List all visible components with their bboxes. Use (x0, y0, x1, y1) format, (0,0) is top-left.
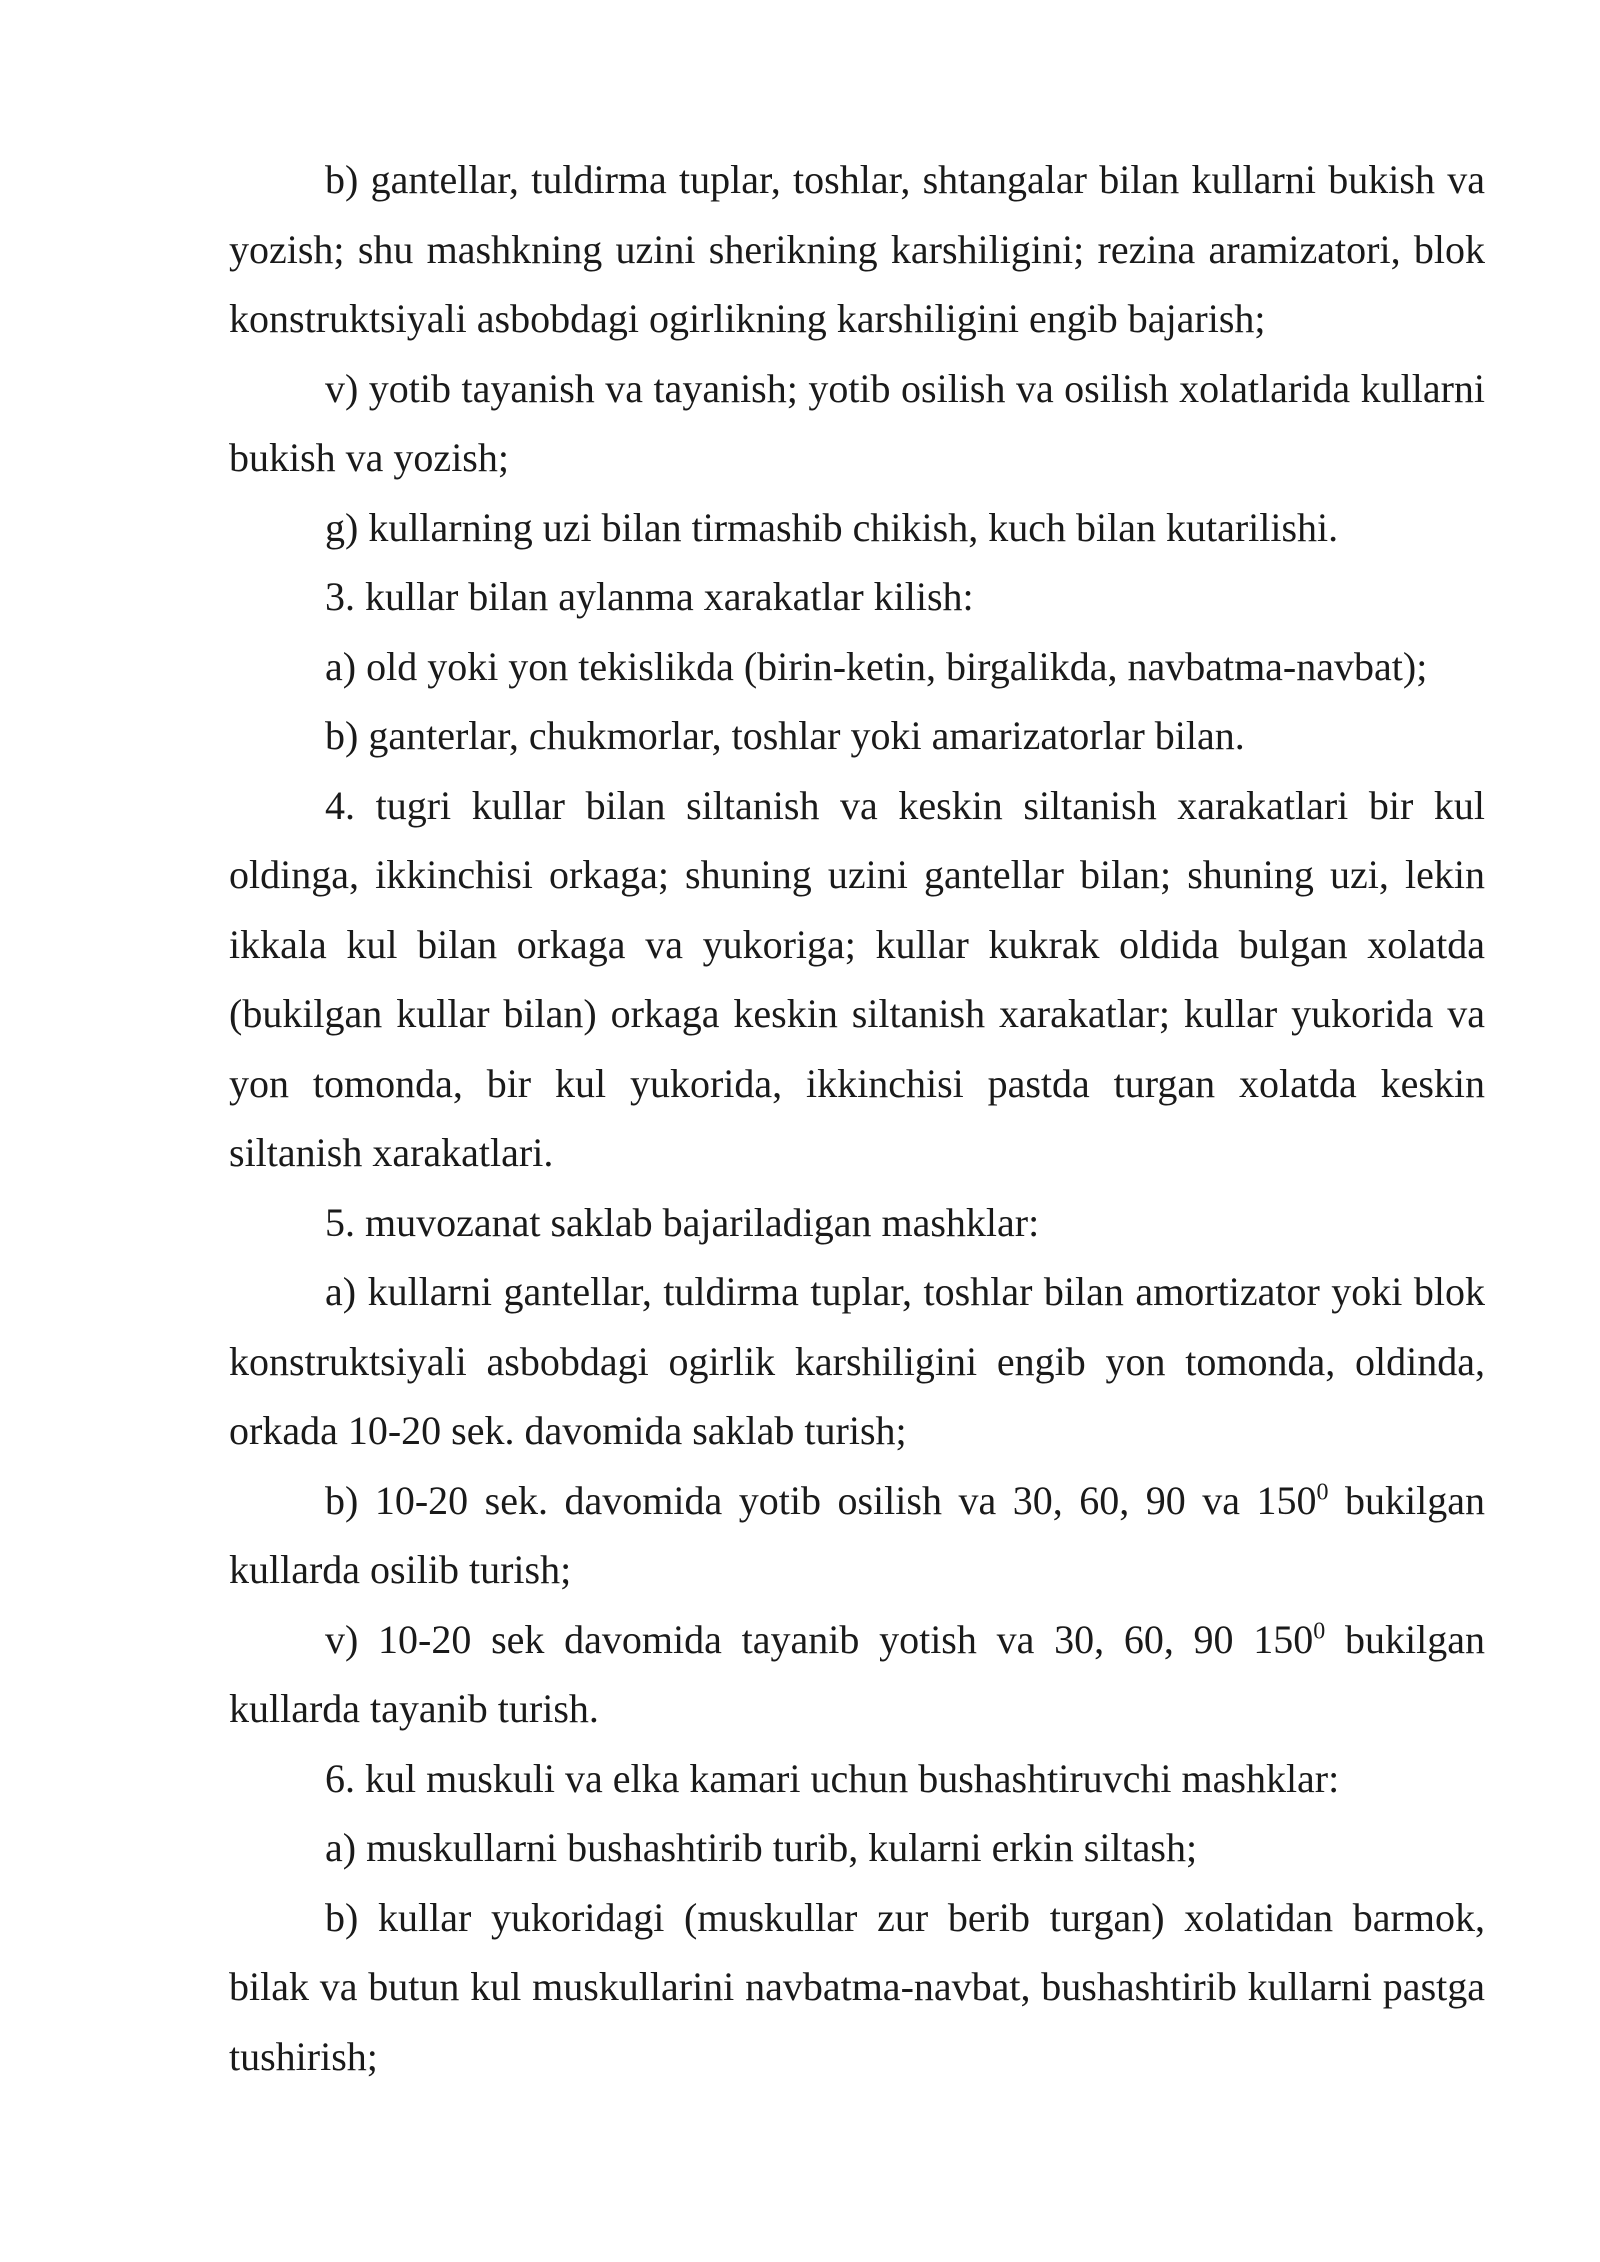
paragraph-3-heading: 3. kullar bilan aylanma xarakatlar kilish: (325, 574, 974, 619)
paragraph-3a: a) old yoki yon tekislikda (birin-ketin, birgalikda, navbatma-navbat); (325, 643, 1428, 689)
paragraph-5v-text-end: bukilgan kullarda tayanib turish. (229, 1616, 1485, 1731)
paragraph-5a: a) kullarni gantellar, tuldirma tuplar, toshlar bilan amortizator yoki blok konstruktsiyali asbobdagi ogirlik karshiligini engib yon tomonda, oldinda, orkada 10-20 sek. davomida saklab turish; (229, 1269, 1485, 1453)
paragraph-g-climbing: g) kullarning uzi bilan tirmashib chikish, kuch bilan kutarilishi. (325, 504, 1339, 550)
paragraph-4-swings: 4. tugri kullar bilan siltanish va keskin siltanish xarakatlari bir kul oldinga, ikkinchisi orkaga; shuning uzini gantellar bilan; shuning uzi, lekin ikkala kul bilan orkaga va yukoriga; kullar kukrak oldida bulgan xolatda (bukilgan kullar bilan) orkaga keskin siltanish xarakatlar; kullar yukorida va yon tomonda, bir kul yukorida, ikkinchisi pastda turgan xolatda keskin siltanish xarakatlari. (229, 782, 1485, 1175)
paragraph-5v-text-start: v) 10-20 sek davomida tayanib yotish va 30, 60, 90 150 (325, 1616, 1314, 1662)
paragraph-6a: a) muskullarni bushashtirib turib, kularni erkin siltash; (325, 1825, 1198, 1870)
paragraph-3b: b) ganterlar, chukmorlar, toshlar yoki amarizatorlar bilan. (325, 713, 1245, 758)
paragraph-v-support-hang: v) yotib tayanish va tayanish; yotib osilish va osilish xolatlarida kullarni bukish va yozish; (229, 365, 1485, 480)
degree-superscript: 0 (1313, 1618, 1326, 1645)
degree-superscript: 0 (1316, 1479, 1329, 1506)
paragraph-6-heading: 6. kul muskuli va elka kamari uchun bushashtiruvchi mashklar: (325, 1755, 1340, 1801)
paragraph-5b-text-end: bukilgan kullarda osilib turish; (229, 1477, 1486, 1592)
document-page (229, 145, 1485, 2091)
paragraph-5v (229, 1605, 1485, 1744)
paragraph-5b (229, 1466, 1485, 1605)
paragraph-5b-text-start: b) 10-20 sek. davomida yotib osilish va 30, 60, 90 va 150 (325, 1477, 1317, 1523)
paragraph-5-heading: 5. muvozanat saklab bajariladigan mashklar: (325, 1199, 1040, 1245)
paragraph-b-dumbbells: b) gantellar, tuldirma tuplar, toshlar, shtangalar bilan kullarni bukish va yozish; shu mashkning uzini sherikning karshiligini; rezina aramizatori, blok konstruktsiyali asbobdagi ogirlikning karshiligini engib bajarish; (229, 157, 1485, 341)
paragraph-6b: b) kullar yukoridagi (muskullar zur berib turgan) xolatidan barmok, bilak va butun kul muskullarini navbatma-navbat, bushashtirib kullarni pastga tushirish; (229, 1894, 1485, 2079)
